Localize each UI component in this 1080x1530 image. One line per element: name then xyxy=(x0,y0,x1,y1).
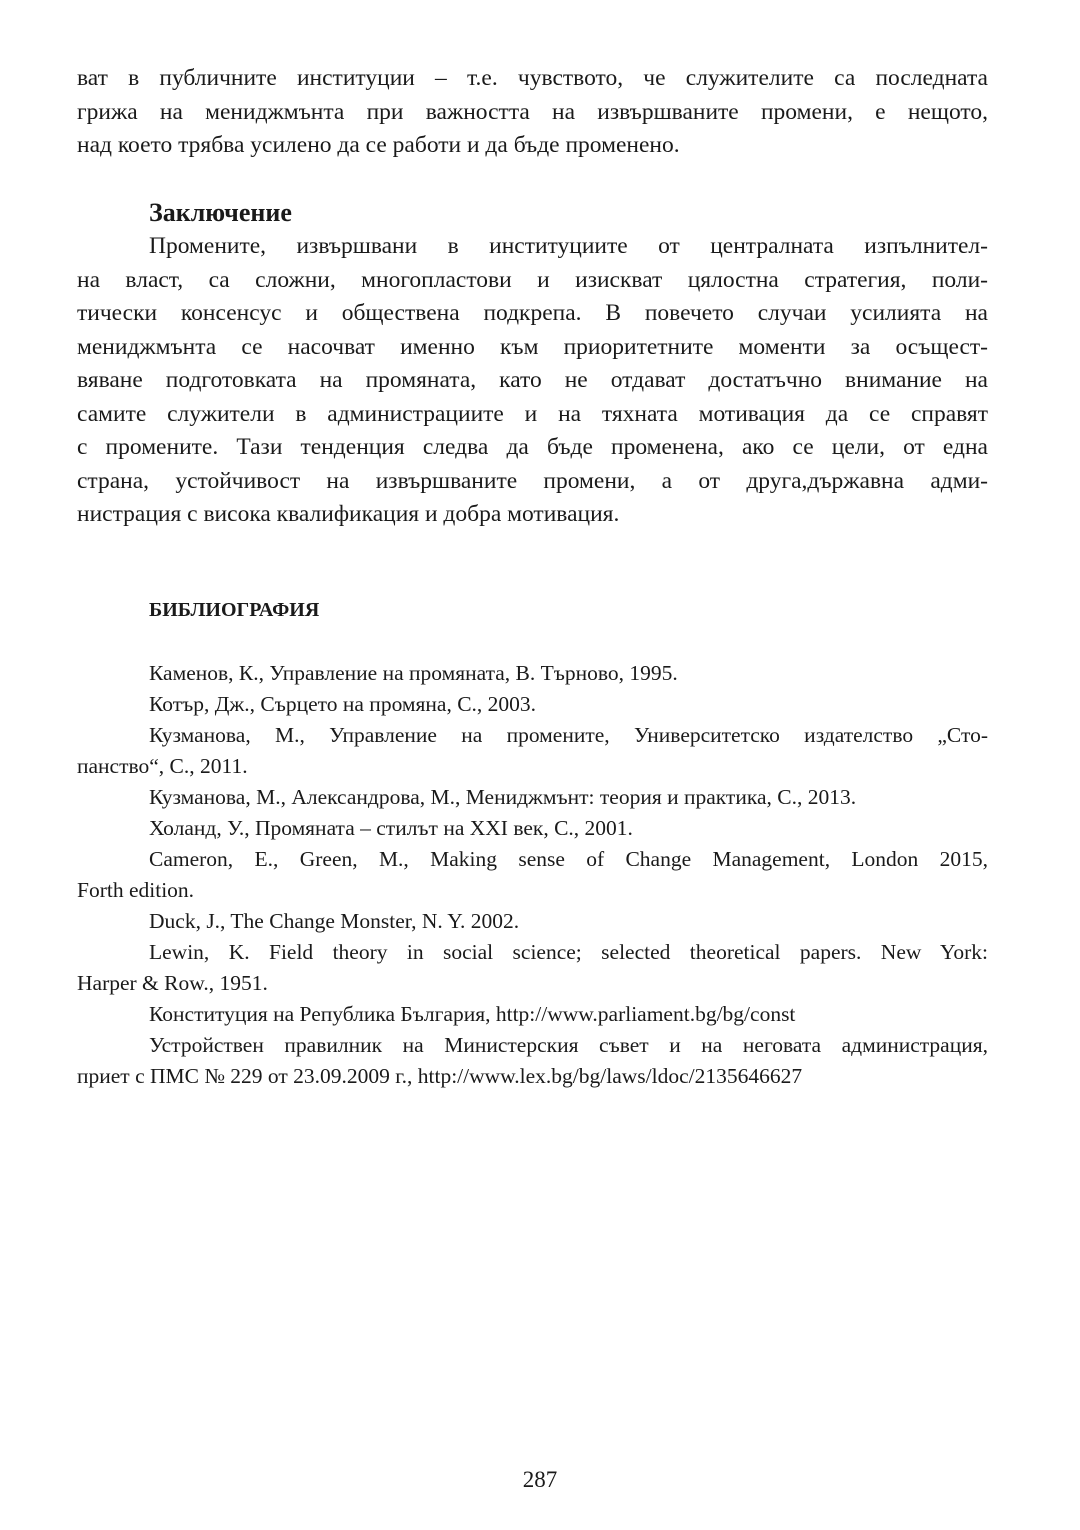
bibliography-entry-line: Кузманова, М., Управление на промените, Университетско издателство „Сто- xyxy=(149,723,988,747)
bibliography-entry-line: Каменов, К., Управление на промяната, В. Търново, 1995. xyxy=(149,661,678,685)
conclusion-line: самите служители в администрациите и на тяхната мотивация да се справят xyxy=(77,400,988,427)
page-content xyxy=(77,62,988,1088)
bibliography-entry-line: приет с ПМС № 229 от 23.09.2009 г., http://www.lex.bg/bg/laws/ldoc/2135646627 xyxy=(77,1064,803,1088)
conclusion-line: вяване подготовката на промяната, като не отдават достатъчно внимание на xyxy=(77,367,988,393)
conclusion-line: мениджмънта се насочват именно към приоритетните моменти за осъщест- xyxy=(77,333,988,360)
conclusion-line: Промените, извършвани в институциите от централната изпълнител- xyxy=(149,233,988,259)
page-number: 287 xyxy=(522,1467,558,1492)
conclusion-line: тически консенсус и обществена подкрепа. В повечето случаи усилията на xyxy=(77,300,988,326)
bibliography-entry xyxy=(77,844,988,906)
conclusion-line: с промените. Тази тенденция следва да бъде променена, ако се цели, от една xyxy=(77,434,988,460)
bibliography-entry xyxy=(77,1030,988,1092)
bibliography-entry xyxy=(77,813,988,844)
bibliography-entry xyxy=(77,937,988,999)
bibliography-entry-line: Устройствен правилник на Министерския съвет и на неговата администрация, xyxy=(149,1033,988,1057)
intro-paragraph xyxy=(77,62,988,163)
bibliography-entry-line: Duck, J., The Change Monster, N. Y. 2002. xyxy=(149,909,520,933)
conclusion-line: нистрация с висока квалификация и добра мотивация. xyxy=(77,501,620,527)
bibliography-entry-line: Forth edition. xyxy=(77,878,195,902)
bibliography-entry-line: Lewin, K. Field theory in social science; selected theoretical papers. New York: xyxy=(149,940,988,964)
bibliography-entry-line: Harper & Row., 1951. xyxy=(77,971,268,995)
bibliography-entry xyxy=(77,720,988,782)
bibliography-entry-line: Холанд, У., Промяната – стилът на XXI век, С., 2001. xyxy=(149,816,633,840)
bibliography-entry-line: Котър, Дж., Сърцето на промяна, С., 2003. xyxy=(149,692,537,716)
bibliography-list xyxy=(77,658,988,1092)
bibliography-entry xyxy=(77,999,988,1030)
intro-line: грижа на мениджмънта при важността на извършваните промени, е нещото, xyxy=(77,98,988,125)
bibliography-entry xyxy=(77,906,988,937)
bibliography-entry xyxy=(77,782,988,813)
bibliography-entry-line: Кузманова, М., Александрова, М., Мениджмънт: теория и практика, С., 2013. xyxy=(149,785,857,809)
conclusion-heading: Заключение xyxy=(149,198,292,227)
bibliography-entry-line: Cameron, E., Green, M., Making sense of Change Management, London 2015, xyxy=(149,847,988,871)
bibliography-entry xyxy=(77,658,988,689)
bibliography-entry-line: Конституция на Република България, http://www.parliament.bg/bg/const xyxy=(149,1002,796,1026)
conclusion-line: страна, устойчивост на извършваните промени, а от друга,държавна адми- xyxy=(77,467,988,494)
bibliography-title: БИБЛИОГРАФИЯ xyxy=(149,599,320,621)
intro-line: ват в публичните институции – т.е. чувството, че служителите са последната xyxy=(77,65,988,91)
bibliography-entry-line: панство“, С., 2011. xyxy=(77,754,248,778)
conclusion-paragraph xyxy=(77,230,988,532)
conclusion-line: на власт, са сложни, многопластови и изискват цялостна стратегия, поли- xyxy=(77,266,988,293)
bibliography-entry xyxy=(77,689,988,720)
intro-line: над което трябва усилено да се работи и да бъде променено. xyxy=(77,132,680,158)
